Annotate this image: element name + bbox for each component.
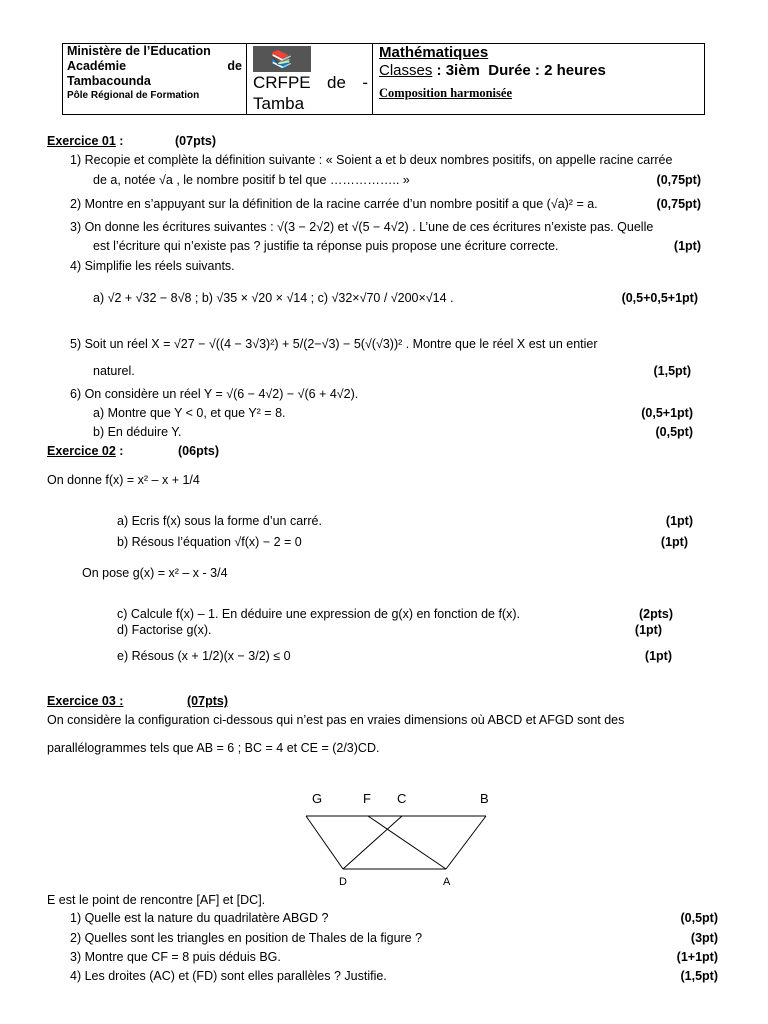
ex2-b: b) Résous l’équation √f(x) − 2 = 0 xyxy=(117,535,302,549)
ex1-q6b-points: (0,5pt) xyxy=(655,425,693,439)
ex3-q4: 4) Les droites (AC) et (FD) sont elles parallèles ? Justifie. xyxy=(70,969,387,983)
ex1-q1-line1: 1) Recopie et complète la définition suivante : « Soient a et b deux nombres positifs, on appelle racine carrée xyxy=(70,153,673,167)
label-b: B xyxy=(480,791,489,806)
ex2-colon: : xyxy=(115,444,124,458)
ex2-a-points: (1pt) xyxy=(665,514,693,528)
academie-de: de xyxy=(227,59,242,73)
ex1-q6: 6) On considère un réel Y = √(6 − 4√2) − √(6 + 4√2). xyxy=(70,387,359,401)
ex3-q3-points: (1+1pt) xyxy=(676,950,718,964)
ex2-d-points: (1pt) xyxy=(634,623,662,637)
crfpe-de: de xyxy=(327,73,346,92)
ex1-q6a: a) Montre que Y < 0, et que Y² = 8. xyxy=(93,406,286,420)
classes-value: : 3ièm xyxy=(436,62,480,79)
ex3-intro-line2: parallélogrammes tels que AB = 6 ; BC = 4 et CE = (2/3)CD. xyxy=(47,741,380,755)
ex1-points: (07pts) xyxy=(175,134,216,148)
ex1-q5-line1: 5) Soit un réel X = √27 − √((4 − 3√3)²) + 5/(2−√3) − 5(√(√3))² . Montre que le réel X est un entier xyxy=(70,337,598,351)
ex1-q4-items: a) √2 + √32 − 8√8 ; b) √35 × √20 × √14 ; c) √32×√70 / √200×√14 . xyxy=(93,291,454,305)
ex1-q5-points: (1,5pt) xyxy=(653,364,691,378)
ex3-heading xyxy=(47,693,123,709)
segment-cd xyxy=(343,816,402,869)
academie-label: Académie xyxy=(67,59,127,73)
segment-gd xyxy=(306,816,343,869)
label-a: A xyxy=(443,876,451,888)
region-name: Tambacounda xyxy=(67,74,151,88)
ex1-heading xyxy=(47,133,123,149)
ex3-q3: 3) Montre que CF = 8 puis déduis BG. xyxy=(70,950,281,964)
ex1-q3-points: (1pt) xyxy=(673,239,701,253)
ex1-q5-line2: naturel. xyxy=(93,364,135,378)
ex1-q3-line1: 3) On donne les écritures suivantes : √(3 − 2√2) et √(5 − 4√2) . L’une de ces écritures n’existe pas. Quelle xyxy=(70,220,654,234)
ex1-q4: 4) Simplifie les réels suivants. xyxy=(70,259,235,273)
classes-label: Classes xyxy=(379,62,433,79)
ex2-e: e) Résous (x + 1/2)(x − 3/2) ≤ 0 xyxy=(117,649,291,663)
ex2-a: a) Ecris f(x) sous la forme d’un carré. xyxy=(117,514,322,528)
label-c: C xyxy=(397,791,407,806)
exam-header xyxy=(62,43,705,115)
segment-ba xyxy=(446,816,486,869)
segment-fa xyxy=(368,816,446,869)
ex2-gx: On pose g(x) = x² – x - 3/4 xyxy=(82,566,228,580)
label-d: D xyxy=(339,876,347,888)
class-duration xyxy=(379,62,704,80)
crfpe-row xyxy=(253,72,372,93)
crfpe-label: CRFPE xyxy=(253,73,311,92)
ex3-e-definition: E est le point de rencontre [AF] et [DC]. xyxy=(47,893,266,907)
ex2-title: Exercice 02 xyxy=(47,444,116,458)
subject-title: Mathématiques xyxy=(379,44,489,61)
ex2-e-points: (1pt) xyxy=(644,649,672,663)
ex1-q1-points: (0,75pt) xyxy=(656,173,701,187)
ex1-colon: : xyxy=(115,134,124,148)
ex2-c: c) Calcule f(x) – 1. En déduire une expression de g(x) en fonction de f(x). xyxy=(117,607,520,621)
ex1-q2: 2) Montre en s’appuyant sur la définition de la racine carrée d’un nombre positif a que (√a)² = a. xyxy=(70,197,598,211)
ex1-title: Exercice 01 xyxy=(47,134,116,148)
ex2-b-points: (1pt) xyxy=(660,535,688,549)
ex3-q1: 1) Quelle est la nature du quadrilatère ABGD ? xyxy=(70,911,329,925)
composition-title: Composition harmonisée xyxy=(379,86,512,100)
label-f: F xyxy=(363,791,371,806)
ex3-points: (07pts) xyxy=(187,694,228,708)
ex2-c-points: (2pts) xyxy=(638,607,673,621)
subject-cell xyxy=(373,44,704,114)
pole-name: Pôle Régional de Formation xyxy=(67,90,200,101)
ex1-q1-line2: de a, notée √a , le nombre positif b tel que …………….. » xyxy=(93,173,410,187)
ex1-q4-points: (0,5+0,5+1pt) xyxy=(621,291,698,305)
academie-row xyxy=(67,59,242,74)
parallelogram-figure xyxy=(290,788,510,888)
ex2-points: (06pts) xyxy=(178,444,219,458)
ex1-q6b: b) En déduire Y. xyxy=(93,425,182,439)
ex1-q3-line2: est l’écriture qui n’existe pas ? justifie ta réponse puis propose une écriture correcte. xyxy=(93,239,559,253)
book-logo-icon: 📚 xyxy=(253,46,311,72)
ministry-name: Ministère de l’Education xyxy=(67,44,211,58)
ministry-cell xyxy=(63,44,247,114)
ex3-title: Exercice 03 : xyxy=(47,694,124,708)
ex2-d: d) Factorise g(x). xyxy=(117,623,212,637)
ex3-q1-points: (0,5pt) xyxy=(680,911,718,925)
ex1-q2-points: (0,75pt) xyxy=(656,197,701,211)
ex3-intro-line1: On considère la configuration ci-dessous qui n’est pas en vraies dimensions où ABCD et AFGD sont des xyxy=(47,713,625,727)
ex2-heading xyxy=(47,443,123,459)
ex3-q2-points: (3pt) xyxy=(690,931,718,945)
label-g: G xyxy=(312,791,323,806)
ex2-fx: On donne f(x) = x² – x + 1/4 xyxy=(47,473,200,487)
crfpe-tamba: Tamba xyxy=(253,94,305,113)
ex3-q4-points: (1,5pt) xyxy=(680,969,718,983)
duration: Durée : 2 heures xyxy=(488,62,606,79)
crfpe-dash: - xyxy=(362,73,368,92)
ex3-q2: 2) Quelles sont les triangles en position de Thales de la figure ? xyxy=(70,931,423,945)
crfpe-cell xyxy=(247,44,373,114)
ex1-q6a-points: (0,5+1pt) xyxy=(641,406,693,420)
